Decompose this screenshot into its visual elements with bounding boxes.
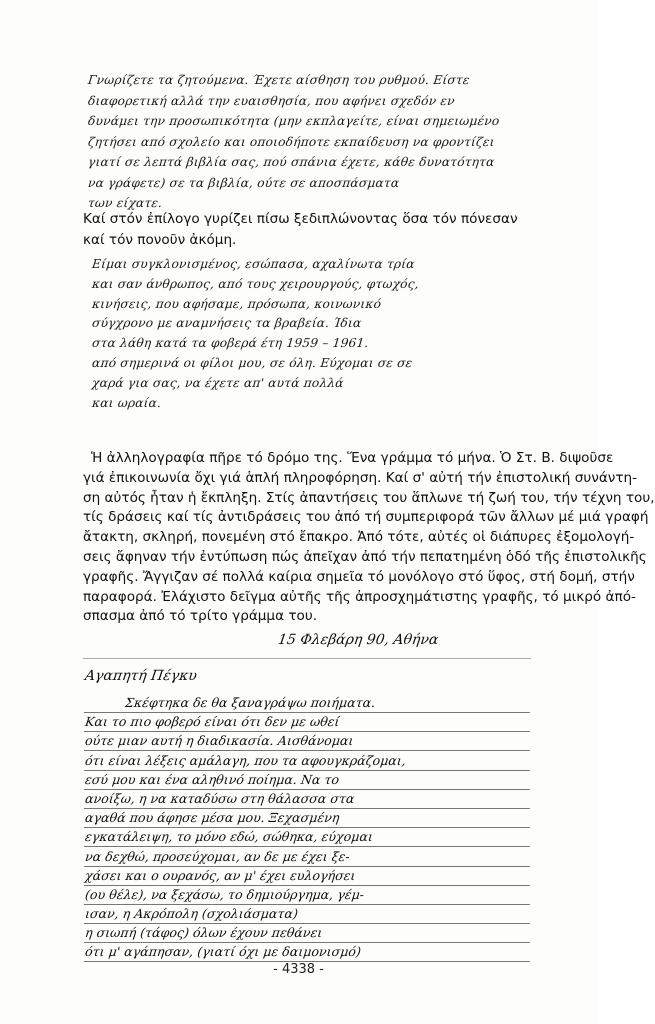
handwritten-line: και ωραία. (91, 395, 162, 410)
paragraph-line: Ἡ ἀλληλογραφία πῆρε τό δρόμο της. Ἕνα γράμμα τό μήνα. Ὁ Στ. Β. διψοῦσε (91, 450, 614, 466)
letter-line: (ου θέλε), να ξεχάσω, το δημιούργημα, γέμ- (84, 886, 532, 905)
handwritten-line: δυνάμει την προσωπικότητα (μην εκπλαγείτε, είναι σημειωμένο (87, 114, 501, 128)
handwritten-line: ζητήσει από σχολείο και οποιοδήποτε εκπαίδευση να φροντίζει (87, 134, 496, 149)
paragraph-line: ση αὐτός ἦταν ἡ ἔκπληξη. Στίς ἀπαντήσεις του ἅπλωνε τή ζωή του, τήν τέχνη του, (83, 489, 655, 506)
letter-line: Και το πιο φοβερό είναι ότι δεν με ωθεί (84, 713, 532, 732)
handwritten-line: από σημερινά οι φίλοι μου, σε όλη. Εύχομαι σε σε (91, 355, 414, 370)
letter-facsimile (83, 628, 531, 960)
body-paragraph-correspondence (83, 449, 655, 627)
letter-line: ανοίξω, η να καταδύσω στη θάλασσα στα (84, 790, 532, 809)
handwritten-line: να γράφετε) σε τα βιβλία, ούτε σε αποσπάσματα (87, 175, 401, 190)
letter-line: Σκέφτηκα δε θα ξαναγράψω ποιήματα. (84, 694, 532, 713)
handwritten-line: στα λάθη κατά τα φοβερά έτη 1959 – 1961. (91, 336, 370, 351)
paragraph-line: σπασμα ἀπό τό τρίτο γράμμα του. (83, 608, 318, 625)
handwritten-line: Είμαι συγκλονισμένος, εσώπασα, αχαλίνωτα τρία (91, 257, 416, 271)
paragraph-line: γραφῆς. Ἄγγιζαν σέ πολλά καίρια σημεῖα τό μονόλογο στό ὕφος, στή δομή, στήν (83, 568, 635, 585)
letter-line: να δεχθώ, προσεύχομαι, αν δε με έχει ξε- (84, 848, 532, 867)
handwritten-line: σύγχρονο με αναμνήσεις τα βραβεία. Ίδια (91, 316, 363, 331)
handwritten-line: γιατί σε λεπτά βιβλία σας, πού σπάνια έχετε, κάθε δυνατότητα (87, 155, 496, 169)
paragraph-line: τίς δράσεις καί τίς ἀντιδράσεις του ἀπό τή συμπεριφορά τῶν ἄλλων μέ μιά γραφή (83, 509, 649, 526)
handwritten-line: και σαν άνθρωπος, από τους χειρουργούς, φτωχός, (91, 276, 420, 291)
paragraph-line: ἄτακτη, σκληρή, πονεμένη στό ἔπακρο. Ἀπό τότε, αὐτές οἱ διάπυρες ἐξομολογή- (83, 529, 635, 546)
handwritten-line: κινήσεις, που αφήσαμε, πρόσωπα, κοινωνικό (91, 296, 382, 311)
paragraph-line: γιά ἐπικοινωνία ὄχι γιά ἁπλή πληροφόρηση. Καί σ' αὐτή τήν ἐπιστολική συνάντη- (83, 469, 638, 486)
handwritten-line: των είχατε. (87, 196, 164, 210)
handwritten-excerpt-2 (92, 255, 522, 413)
letter-line: χάσει και ο ουρανός, αν μ' έχει ευλογήσει (84, 867, 532, 886)
letter-line: ότι μ' αγάπησαν, (γιατί όχι με δαιμονισμό) (84, 943, 532, 962)
handwritten-line: χαρά για σας, να έχετε απ' αυτά πολλά (91, 375, 345, 390)
letter-line: αγαθά που άφησε μέσα μου. Ξεχασμένη (84, 809, 532, 828)
handwritten-line: διαφορετική αλλά την ευαισθησία, που αφήνει σχεδόν εν (87, 93, 456, 108)
letter-line: η σιωπή (τάφος) όλων έχουν πεθάνει (84, 924, 532, 943)
handwritten-line: Γνωρίζετε τα ζητούμενα. Έχετε αίσθηση του ρυθμού. Είστε (87, 73, 471, 87)
letter-line: ισαν, η Ακρόπολη (σχολιάσματα) (84, 905, 532, 924)
letter-rule (83, 658, 531, 659)
letter-line: ούτε μιαν αυτή η διαδικασία. Αισθάνομαι (84, 732, 532, 751)
letter-date: 15 Φλεβάρη 90, Αθήνα (276, 632, 440, 648)
paragraph-line: παραφορά. Ἐλάχιστο δεῖγμα αὐτῆς τῆς ἀπροσχημάτιστης γραφῆς, τό μικρό ἀπό- (83, 588, 636, 605)
body-paragraph-epilogue: Καί στόν ἐπίλογο γυρίζει πίσω ξεδιπλώνοντας ὅσα τόν πόνεσαν καί τόν πονοῦν ἀκόμη. (83, 211, 518, 248)
letter-line: εσύ μου και ένα αληθινό ποίημα. Να το (84, 771, 532, 790)
letter-line: εγκατάλειψη, το μόνο εδώ, σώθηκα, εύχομαι (84, 828, 532, 847)
letter-body (85, 694, 531, 963)
letter-line: ότι είναι λέξεις αμάλαγη, που τα αφουγκράζομαι, (84, 752, 532, 771)
letter-salutation: Αγαπητή Πέγκυ (83, 668, 199, 684)
handwritten-excerpt-1 (88, 70, 528, 214)
paragraph-line: σεις ἄφηναν τήν ἐντύπωση πώς ἀπεῖχαν ἀπό τήν πεπατημένη ὁδό τῆς ἐπιστολικῆς (83, 548, 647, 565)
page-number: - 4338 - (273, 962, 324, 977)
